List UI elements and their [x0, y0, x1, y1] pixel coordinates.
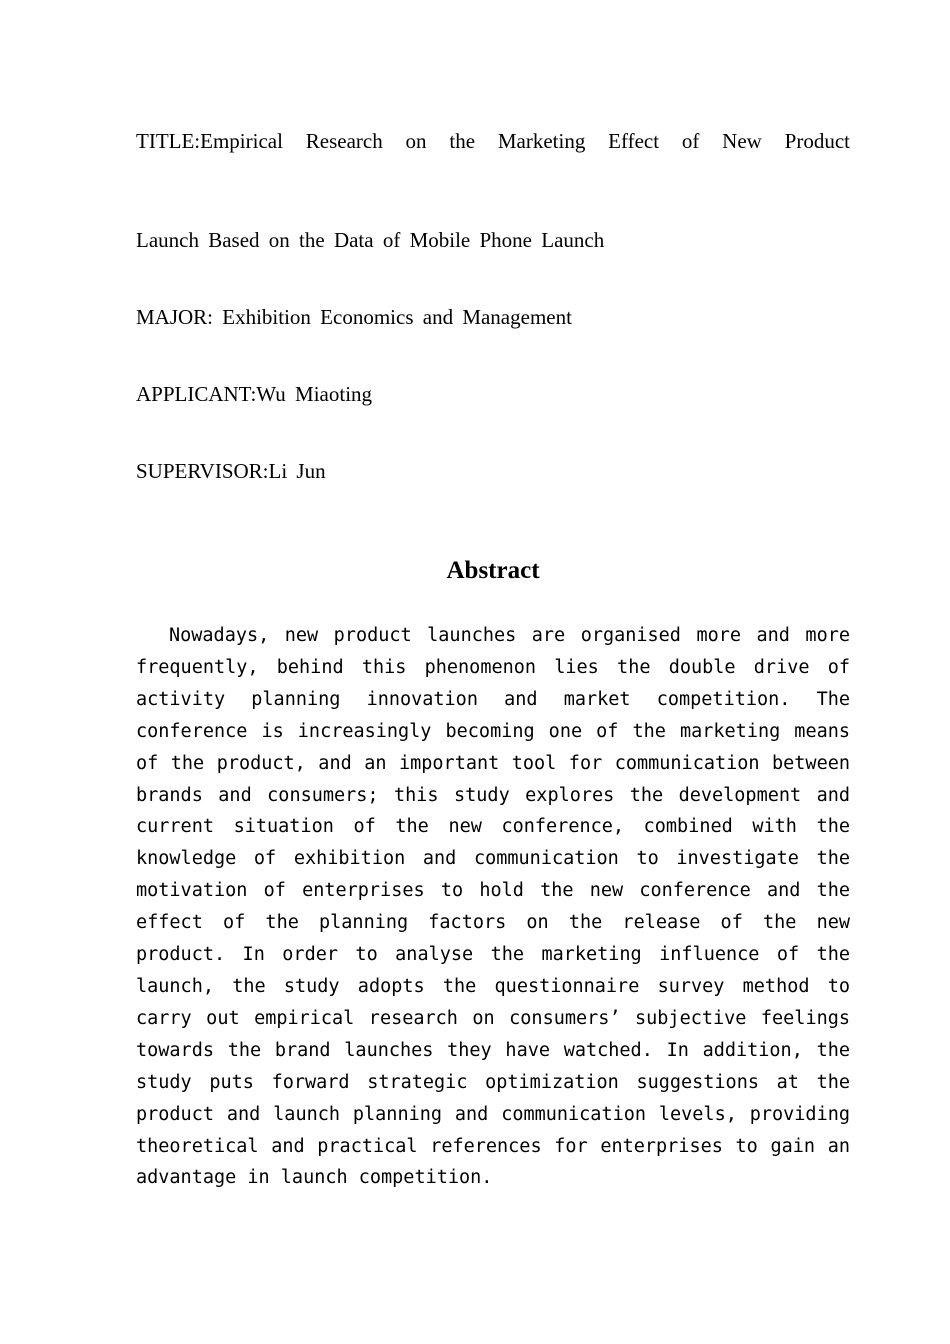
- major-line: MAJOR: Exhibition Economics and Management: [136, 305, 572, 329]
- abstract-body: Nowadays, new product launches are organised more and more frequently, behind this phenomenon lies the double drive of activity planning innovation and market competition. The conference is increasingly becoming one of the marketing means of the product, and an important tool for communication between brands and consumers; this study explores the development and current situation of the new conference, combined with the knowledge of exhibition and communication to investigate the motivation of enterprises to hold the new conference and the effect of the planning factors on the release of the new product. In order to analyse the marketing influence of the launch, the study adopts the questionnaire survey method to carry out empirical research on consumers’ subjective feelings towards the brand launches they have watched. In addition, the study puts forward strategic optimization suggestions at the product and launch planning and communication levels, providing theoretical and practical references for enterprises to gain an advantage in launch competition.: [136, 625, 850, 1189]
- abstract-heading: Abstract: [446, 557, 540, 584]
- thesis-title-line-1: TITLE:Empirical Research on the Marketing Effect of New Product: [136, 129, 850, 153]
- applicant-line: APPLICANT:Wu Miaoting: [136, 382, 373, 406]
- supervisor-line: SUPERVISOR:Li Jun: [136, 459, 326, 483]
- thesis-title-line-2: Launch Based on the Data of Mobile Phone Launch: [136, 228, 605, 252]
